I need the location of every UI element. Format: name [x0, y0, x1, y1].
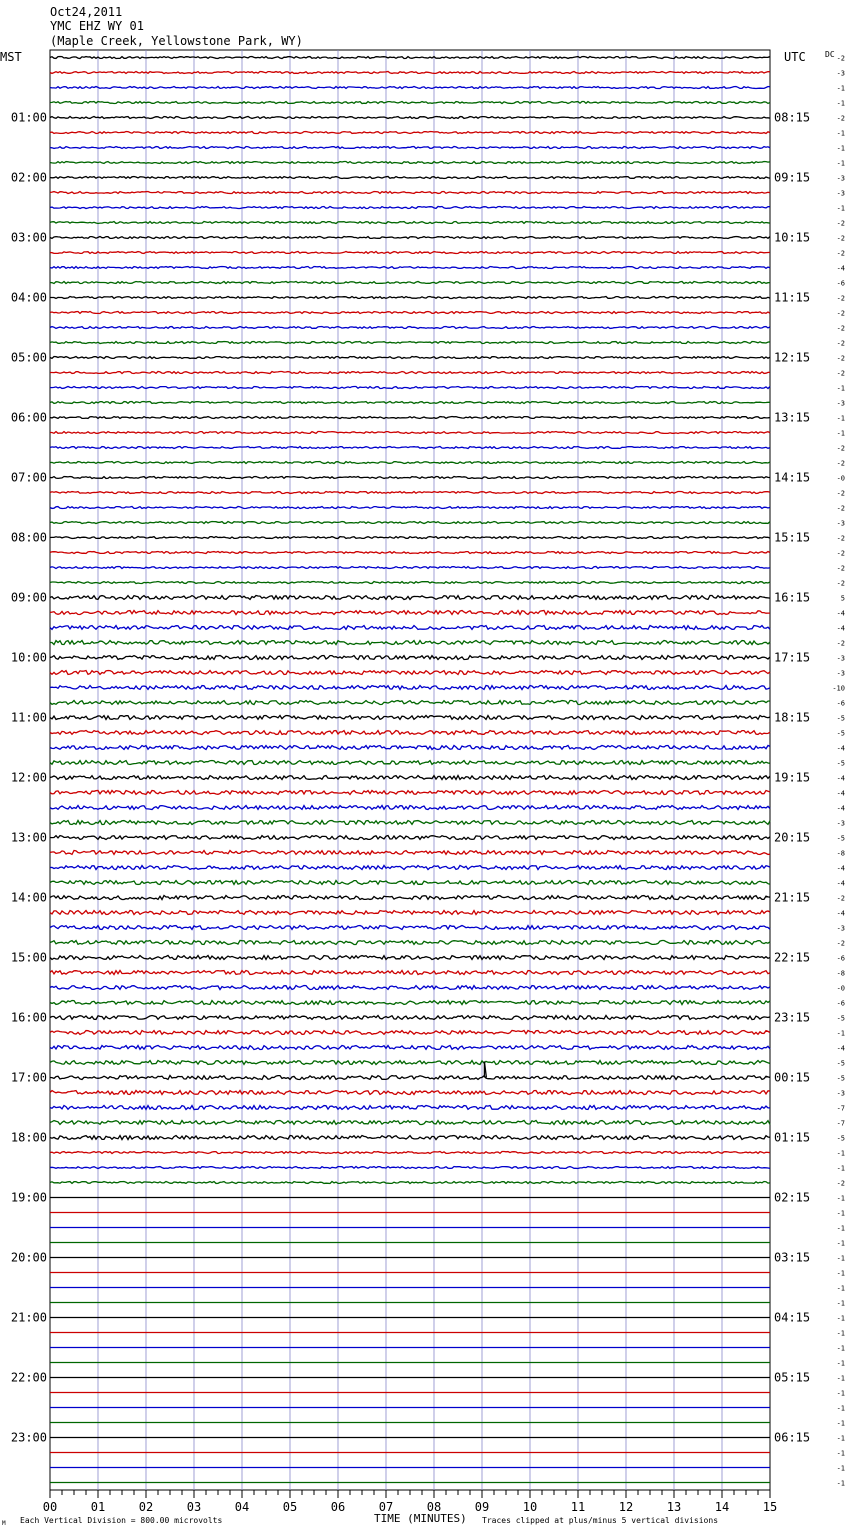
dc-offset-label: -3 [836, 669, 845, 678]
dc-offset-label: -5 [836, 1059, 845, 1068]
plot-frame [50, 50, 770, 1490]
right-timezone-label: UTC [784, 50, 806, 64]
dc-offset-label: -3 [836, 189, 845, 198]
dc-label: DC [825, 50, 835, 59]
seismic-trace [50, 372, 770, 374]
seismic-trace [50, 596, 770, 600]
dc-offset-label: -3 [836, 819, 845, 828]
seismic-trace [50, 956, 770, 960]
right-hour-label: 06:15 [774, 1430, 811, 1445]
seismic-trace [50, 776, 770, 780]
dc-offset-label: -5 [836, 1134, 845, 1143]
left-hour-label: 15:00 [10, 950, 47, 965]
left-hour-label: 07:00 [10, 470, 47, 485]
x-tick-label: 06 [330, 1500, 346, 1514]
seismic-trace [50, 881, 770, 885]
dc-offset-label: -1 [836, 1299, 845, 1308]
seismic-trace [50, 1167, 770, 1169]
dc-offset-label: -2 [836, 309, 845, 318]
seismic-trace [50, 986, 770, 990]
seismic-trace [50, 1046, 770, 1050]
dc-offset-label: -1 [836, 1359, 845, 1368]
x-tick-label: 04 [234, 1500, 250, 1514]
left-hour-label: 09:00 [10, 590, 47, 605]
seismic-trace [50, 147, 770, 149]
right-hour-label: 21:15 [774, 890, 811, 905]
dc-offset-label: -2 [836, 249, 845, 258]
seismic-trace [50, 237, 770, 239]
right-hour-label: 11:15 [774, 290, 811, 305]
dc-offset-label: -10 [832, 684, 845, 693]
x-tick-label: 10 [522, 1500, 538, 1514]
dc-offset-label: -1 [836, 1239, 845, 1248]
right-hour-label: 03:15 [774, 1250, 811, 1265]
seismic-trace [50, 117, 770, 119]
left-hour-label: 19:00 [10, 1190, 47, 1205]
dc-offset-label: -4 [836, 789, 845, 798]
dc-offset-label: -4 [836, 909, 845, 918]
x-tick-label: 09 [474, 1500, 490, 1514]
dc-offset-label: -1 [836, 1329, 845, 1338]
dc-offset-label: -5 [836, 729, 845, 738]
dc-offset-label: -2 [836, 639, 845, 648]
dc-offset-label: -2 [836, 444, 845, 453]
left-hour-label: 14:00 [10, 890, 47, 905]
seismic-trace [50, 102, 770, 104]
dc-offset-label: -2 [836, 534, 845, 543]
left-hour-label: 22:00 [10, 1370, 47, 1385]
dc-offset-label: -1 [836, 1344, 845, 1353]
left-hour-label: 23:00 [10, 1430, 47, 1445]
right-hour-label: 17:15 [774, 650, 811, 665]
seismic-trace [50, 821, 770, 825]
dc-offset-label: -2 [836, 324, 845, 333]
dc-offset-label: -2 [836, 294, 845, 303]
seismic-trace [50, 537, 770, 539]
right-hour-label: 18:15 [774, 710, 811, 725]
seismic-trace [50, 1001, 770, 1005]
right-hour-label: 16:15 [774, 590, 811, 605]
dc-offset-label: -1 [836, 159, 845, 168]
dc-offset-label: -1 [836, 1479, 845, 1488]
seismic-trace [50, 327, 770, 329]
clip-note: Traces clipped at plus/minus 5 vertical divisions [482, 1516, 719, 1525]
scale-note: Each Vertical Division = 800.00 microvolts [20, 1516, 223, 1525]
dc-offset-label: -5 [836, 1074, 845, 1083]
right-hour-label: 02:15 [774, 1190, 811, 1205]
dc-offset-label: -4 [836, 774, 845, 783]
dc-offset-label: -3 [836, 924, 845, 933]
seismic-trace [50, 761, 770, 765]
dc-offset-label: -3 [836, 399, 845, 408]
dc-offset-labels [832, 55, 845, 1488]
left-hour-label: 20:00 [10, 1250, 47, 1265]
left-hour-label: 12:00 [10, 770, 47, 785]
dc-offset-label: -1 [836, 1419, 845, 1428]
seismic-trace [50, 432, 770, 434]
dc-offset-label: -1 [836, 1389, 845, 1398]
dc-offset-label: -2 [836, 579, 845, 588]
station-label: YMC EHZ WY 01 [50, 19, 144, 33]
dc-offset-label: -1 [836, 1374, 845, 1383]
seismic-trace [50, 1061, 770, 1065]
right-hour-label: 04:15 [774, 1310, 811, 1325]
dc-offset-label: -1 [836, 414, 845, 423]
seismic-trace [50, 866, 770, 870]
right-hour-label: 14:15 [774, 470, 811, 485]
seismic-trace [50, 402, 770, 404]
left-hour-label: 06:00 [10, 410, 47, 425]
dc-offset-label: -3 [836, 654, 845, 663]
seismic-trace [50, 851, 770, 855]
dc-offset-label: -7 [836, 1104, 845, 1113]
left-hour-label: 10:00 [10, 650, 47, 665]
dc-offset-label: -0 [836, 984, 845, 993]
seismic-trace [50, 1062, 770, 1080]
seismic-trace [50, 716, 770, 720]
seismic-trace [50, 282, 770, 284]
right-hour-label: 05:15 [774, 1370, 811, 1385]
dc-offset-label: -1 [836, 1254, 845, 1263]
seismic-trace [50, 1031, 770, 1035]
seismic-trace [50, 447, 770, 449]
seismic-trace [50, 522, 770, 524]
dc-offset-label: -6 [836, 699, 845, 708]
left-timezone-label: MST [0, 50, 22, 64]
seismic-trace [50, 731, 770, 735]
right-hour-label: 01:15 [774, 1130, 811, 1145]
dc-offset-label: -1 [836, 84, 845, 93]
left-hour-label: 03:00 [10, 230, 47, 245]
seismic-trace [50, 1182, 770, 1184]
dc-offset-label: -2 [836, 339, 845, 348]
left-hour-labels [11, 111, 47, 1445]
right-hour-label: 20:15 [774, 830, 811, 845]
seismic-trace [50, 1091, 770, 1095]
seismic-trace [50, 567, 770, 569]
seismic-trace [50, 192, 770, 194]
dc-offset-label: -1 [836, 1164, 845, 1173]
dc-offset-label: -1 [836, 1029, 845, 1038]
dc-offset-label: -3 [836, 174, 845, 183]
seismic-trace [50, 701, 770, 705]
dc-offset-label: -5 [836, 759, 845, 768]
seismic-trace [50, 836, 770, 840]
right-hour-label: 09:15 [774, 170, 811, 185]
x-tick-label: 02 [138, 1500, 154, 1514]
seismic-trace [50, 611, 770, 615]
dc-offset-label: -1 [836, 1314, 845, 1323]
dc-offset-label: -1 [836, 1434, 845, 1443]
seismic-trace [50, 342, 770, 344]
left-hour-label: 17:00 [10, 1070, 47, 1085]
dc-offset-label: -2 [836, 234, 845, 243]
seismic-trace [50, 746, 770, 750]
dc-offset-label: -4 [836, 879, 845, 888]
dc-offset-label: -6 [836, 279, 845, 288]
seismic-trace [50, 926, 770, 930]
x-tick-label: 12 [618, 1500, 634, 1514]
dc-offset-label: -2 [836, 1179, 845, 1188]
x-tick-label: 11 [570, 1500, 586, 1514]
seismic-trace [50, 387, 770, 389]
seismic-trace [50, 57, 770, 59]
dc-offset-label: -1 [836, 129, 845, 138]
seismic-trace [50, 911, 770, 915]
seismic-trace [50, 297, 770, 299]
trace-group [50, 57, 770, 1483]
x-tick-label: 15 [762, 1500, 778, 1514]
dc-offset-label: -1 [836, 1404, 845, 1413]
seismic-trace [50, 207, 770, 209]
dc-offset-label: -1 [836, 1149, 845, 1158]
dc-offset-label: -4 [836, 864, 845, 873]
left-hour-label: 08:00 [10, 530, 47, 545]
seismic-trace [50, 462, 770, 464]
dc-offset-label: -2 [836, 489, 845, 498]
seismic-trace [50, 552, 770, 554]
right-hour-label: 12:15 [774, 350, 811, 365]
location-label: (Maple Creek, Yellowstone Park, WY) [50, 34, 303, 48]
dc-offset-label: -3 [836, 1089, 845, 1098]
dc-offset-label: -2 [836, 549, 845, 558]
seismic-trace [50, 267, 770, 269]
dc-offset-label: -1 [836, 1449, 845, 1458]
seismic-trace [50, 132, 770, 134]
seismic-trace [50, 72, 770, 74]
seismic-trace [50, 357, 770, 359]
seismic-trace [50, 686, 770, 690]
dc-offset-label: -4 [836, 744, 845, 753]
seismic-trace [50, 1121, 770, 1125]
seismic-trace [50, 492, 770, 494]
dc-offset-label: -1 [836, 1209, 845, 1218]
seismic-trace [50, 222, 770, 224]
dc-offset-label: -2 [836, 459, 845, 468]
dc-offset-label: -4 [836, 264, 845, 273]
seismic-trace [50, 1016, 770, 1020]
x-axis [43, 1490, 777, 1514]
seismic-trace [50, 896, 770, 900]
dc-offset-label: -1 [836, 204, 845, 213]
dc-offset-label: -2 [836, 504, 845, 513]
right-hour-label: 08:15 [774, 110, 811, 125]
left-hour-label: 18:00 [10, 1130, 47, 1145]
x-tick-label: 14 [714, 1500, 730, 1514]
dc-offset-label: 5 [840, 594, 845, 603]
right-hour-label: 00:15 [774, 1070, 811, 1085]
right-hour-labels [774, 111, 810, 1445]
dc-offset-label: -2 [836, 894, 845, 903]
seismic-trace [50, 656, 770, 660]
x-tick-label: 08 [426, 1500, 442, 1514]
dc-offset-label: -7 [836, 1119, 845, 1128]
seismic-trace [50, 806, 770, 810]
dc-offset-label: -1 [836, 1284, 845, 1293]
seismic-trace [50, 177, 770, 179]
dc-offset-label: -3 [836, 519, 845, 528]
dc-offset-label: -1 [836, 99, 845, 108]
dc-offset-label: -0 [836, 474, 845, 483]
seismic-trace [50, 1106, 770, 1110]
left-hour-label: 04:00 [10, 290, 47, 305]
seismic-trace [50, 87, 770, 89]
right-hour-label: 13:15 [774, 410, 811, 425]
x-tick-label: 13 [666, 1500, 682, 1514]
seismic-trace [50, 252, 770, 254]
dc-offset-label: -5 [836, 1014, 845, 1023]
seismic-trace [50, 971, 770, 975]
left-hour-label: 21:00 [10, 1310, 47, 1325]
seismic-trace [50, 671, 770, 675]
dc-offset-label: -2 [836, 114, 845, 123]
dc-offset-label: -2 [836, 354, 845, 363]
left-hour-label: 13:00 [10, 830, 47, 845]
dc-offset-label: -6 [836, 999, 845, 1008]
seismic-trace [50, 477, 770, 479]
dc-offset-label: -4 [836, 1044, 845, 1053]
left-hour-label: 16:00 [10, 1010, 47, 1025]
dc-offset-label: -1 [836, 144, 845, 153]
dc-offset-label: -2 [836, 54, 845, 63]
dc-offset-label: -1 [836, 1269, 845, 1278]
seismic-trace [50, 417, 770, 419]
seismic-trace [50, 626, 770, 630]
right-hour-label: 15:15 [774, 530, 811, 545]
date-label: Oct24,2011 [50, 5, 123, 19]
left-hour-label: 02:00 [10, 170, 47, 185]
right-hour-label: 19:15 [774, 770, 811, 785]
left-hour-label: 01:00 [10, 110, 47, 125]
dc-offset-label: -8 [836, 849, 845, 858]
dc-offset-label: -4 [836, 609, 845, 618]
x-tick-label: 05 [282, 1500, 298, 1514]
dc-offset-label: -4 [836, 804, 845, 813]
seismic-trace [50, 312, 770, 314]
seismic-trace [50, 941, 770, 945]
seismic-trace [50, 641, 770, 645]
dc-offset-label: -1 [836, 1224, 845, 1233]
left-hour-label: 11:00 [10, 710, 47, 725]
dc-offset-label: -5 [836, 834, 845, 843]
dc-offset-label: -6 [836, 954, 845, 963]
x-axis-title: TIME (MINUTES) [374, 1512, 467, 1525]
seismic-trace [50, 162, 770, 164]
dc-offset-label: -1 [836, 1464, 845, 1473]
dc-offset-label: -5 [836, 714, 845, 723]
dc-offset-label: -4 [836, 624, 845, 633]
seismic-trace [50, 791, 770, 795]
x-tick-label: 00 [42, 1500, 58, 1514]
seismic-trace [50, 1152, 770, 1154]
right-hour-label: 23:15 [774, 1010, 811, 1025]
x-tick-label: 07 [378, 1500, 394, 1514]
seismic-trace [50, 582, 770, 584]
seismic-trace [50, 1136, 770, 1140]
dc-offset-label: -3 [836, 69, 845, 78]
dc-offset-label: -1 [836, 429, 845, 438]
corner-mark: M [2, 1520, 6, 1527]
x-tick-label: 01 [90, 1500, 106, 1514]
seismic-trace [50, 507, 770, 509]
right-hour-label: 22:15 [774, 950, 811, 965]
dc-offset-label: -2 [836, 219, 845, 228]
dc-offset-label: -2 [836, 939, 845, 948]
dc-offset-label: -2 [836, 564, 845, 573]
left-hour-label: 05:00 [10, 350, 47, 365]
dc-offset-label: -1 [836, 384, 845, 393]
dc-offset-label: -2 [836, 369, 845, 378]
x-tick-label: 03 [186, 1500, 202, 1514]
dc-offset-label: -8 [836, 969, 845, 978]
right-hour-label: 10:15 [774, 230, 811, 245]
dc-offset-label: -1 [836, 1194, 845, 1203]
